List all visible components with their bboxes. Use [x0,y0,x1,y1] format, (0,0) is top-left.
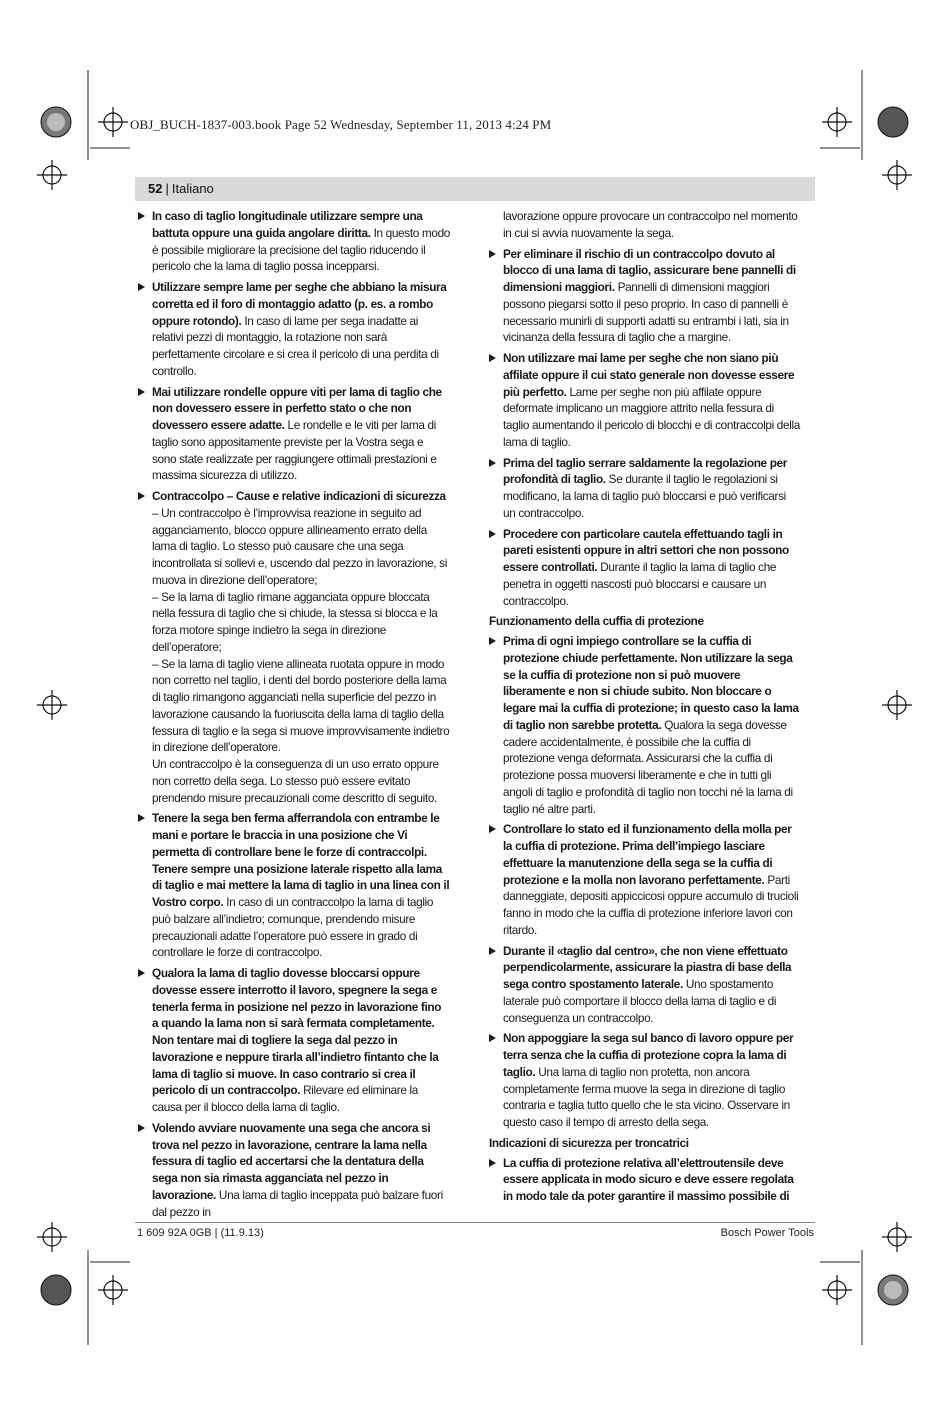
item-text: Una lama di taglio non protetta, non ancora completamente ferma muove la sega in direzione di taglio contraria e taglia tutto quello che le sta vicino. Osservare in questo caso il tempo di arresto della sega. [503,1064,790,1129]
item-text: Qualora la sega dovesse cadere accidentalmente, è possibile che la cuffia di protezione venga deformata. Assicurarsi che la cuffia di protezione possa muoversi liberamente e che in tutti gli angoli di taglio e profondità di taglio non tocchi né la lama di taglio né altre parti. [503,717,793,816]
list-item [138,279,450,380]
item-bold: Non utilizzare mai lame per seghe che non siano più affilate oppure il cui stato generale non dovesse essere più perfetto. [503,351,795,399]
bullet-arrow-icon [489,250,496,258]
item-bold: Durante il «taglio dal centro», che non viene effettuato perpendicolarmente, assicurare la piastra di base della sega contro spostamento laterale. [503,943,792,991]
left-column [138,208,450,1224]
item-text: Se durante il taglio le regolazioni si modificano, la lama di taglio può bloccarsi e può verificarsi un contraccolpo. [503,472,786,520]
item-bold: Procedere con particolare cautela effettuando tagli in pareti esistenti oppure in altri settori che non possono essere controllati. [503,526,789,574]
bullet-arrow-icon [138,283,145,291]
item-bold: Qualora la lama di taglio dovesse bloccarsi oppure dovesse essere interrotto il lavoro, spegnere la sega e tenerla ferma in posizione nel pezzo in lavorazione fino a quando la lama non si sarà fermata completamente. Non tentare mai di togliere la sega dal pezzo in lavorazione e neppure tirarla all’indietro fintanto che la lama di taglio si muove. In caso contrario si crea il pericolo di un contraccolpo. [152,966,442,1098]
item-text: Parti danneggiate, depositi appiccicosi oppure accumulo di trucioli fanno in modo che la cuffia di protezione inferiore lavori con ritardo. [503,872,799,937]
bullet-arrow-icon [489,1034,496,1042]
item-bold: In caso di taglio longitudinale utilizzare sempre una battuta oppure una guida angolare diritta. [152,209,423,240]
header-separator: | [165,181,169,196]
list-item [489,821,801,938]
bullet-arrow-icon [489,637,496,645]
item-bold: Utilizzare sempre lame per seghe che abbiano la misura corretta ed il foro di montaggio adatto (p. es. a rombo oppure rotondo). [152,280,447,328]
bullet-arrow-icon [489,459,496,467]
list-item [489,350,801,451]
list-item [489,526,801,610]
footer-rule [135,1222,815,1223]
kickback-section [138,488,450,806]
footer-brand: Bosch Power Tools [720,1227,814,1239]
header-language: Italiano [171,181,214,196]
bullet-arrow-icon [138,212,145,220]
list-item [489,455,801,522]
list-item [138,965,450,1116]
footer-doc-number: 1 609 92A 0GB | (11.9.13) [137,1227,264,1239]
section-heading-plunge: Indicazioni di sicurezza per troncatrici [489,1135,689,1150]
print-slug: OBJ_BUCH-1837-003.book Page 52 Wednesday, September 11, 2013 4:24 PM [130,117,552,132]
list-item [489,943,801,1027]
bullet-arrow-icon [489,530,496,538]
list-item [138,384,450,485]
item-bold: Mai utilizzare rondelle oppure viti per lama di taglio che non dovessero essere in perfetto stato o che non dovessero essere adatte. [152,384,442,432]
right-column [489,208,801,1209]
page-header [148,181,214,196]
item-text: In caso di un contraccolpo la lama di taglio può balzare all’indietro; comunque, prendendo misure precauzionali adatte l’operatore può essere in grado di controllare le forze di contraccolpo. [152,895,434,960]
list-item [138,208,450,275]
list-item [489,1030,801,1131]
item-text: Rilevare ed eliminare la causa per il blocco della lama di taglio. [152,1083,418,1114]
item-bold: Per eliminare il rischio di un contraccolpo dovuto al blocco di una lama di taglio, assicurare bene pannelli di dimensioni maggiori. [503,246,796,294]
item-bold: Prima del taglio serrare saldamente la regolazione per profondità di taglio. [503,455,788,487]
list-item [489,246,801,347]
bullet-arrow-icon [138,814,145,822]
list-item [138,810,450,961]
bullet-arrow-icon [138,1124,145,1132]
bullet-arrow-icon [138,969,145,977]
item-text: In questo modo è possibile migliorare la precisione del taglio riducendo il pericolo che la lama di taglio possa incepparsi. [152,225,450,274]
kickback-title: Contraccolpo – Cause e relative indicazioni di sicurezza [152,489,446,503]
page-number: 52 [148,181,163,196]
item-bold: La cuffia di protezione relativa all’elettroutensile deve essere applicata in modo sicuro e deve essere regolata in modo tale da poter garantire il massimo possibile di [503,1155,794,1203]
item-bold: Non appoggiare la sega sul banco di lavoro oppure per terra senza che la cuffia di protezione copra la lama di taglio. [503,1031,794,1079]
list-item [489,633,801,817]
kickback-sub: – Se la lama di taglio rimane agganciata oppure bloccata nella fessura di taglio che si chiude, la stessa si blocca e la forza motore spinge indietro la sega in direzione dell’operatore; [152,589,438,654]
item-text: In caso di lame per sega inadatte ai relativi pezzi di montaggio, la rotazione non sarà perfettamente circolare e si crea il pericolo di una perdita di controllo. [152,313,439,378]
bullet-arrow-icon [138,492,145,500]
continuation-text [489,208,801,242]
item-text: Uno spostamento laterale può comportare il blocco della lama di taglio e di conseguenza un contraccolpo. [503,977,777,1025]
item-bold: Volendo avviare nuovamente una sega che ancora si trova nel pezzo in lavorazione, centrare la lama nella fessura di taglio ed accertarsi che la dentatura della sega non sia rimasta agganciata nel pezzo in lavorazione. [152,1120,431,1202]
list-item [138,1120,450,1221]
item-bold: Controllare lo stato ed il funzionamento della molla per la cuffia di protezione. Prima dell’impiego lasciare effettuare la manutenzione della sega se la cuffia di protezione e la molla non lavorano perfettamente. [503,822,792,887]
bullet-arrow-icon [138,388,145,396]
item-text: Una lama di taglio inceppata può balzare fuori dal pezzo in [152,1187,443,1219]
kickback-sub: – Un contraccolpo è l’improvvisa reazione in seguito ad agganciamento, blocco oppure allineamento errato della lama di taglio. Lo stesso può causare che una sega incontrollata si sollevi e, uscendo dal pezzo in lavorazione, si muova in direzione dell’operatore; [152,505,447,587]
section-heading-guard: Funzionamento della cuffia di protezione [489,614,704,629]
kickback-closing: Un contraccolpo è la conseguenza di un uso errato oppure non corretto della sega. Lo stesso può essere evitato prendendo misure precauzionali come descritto di seguito. [152,757,439,805]
item-text: Durante il taglio la lama di taglio che penetra in oggetti nascosti può bloccarsi e causare un contraccolpo. [503,560,777,608]
item-text: Pannelli di dimensioni maggiori possono piegarsi sotto il peso proprio. In caso di pannelli è necessario munirli di supporti adatti su entrambi i lati, sia in vicinanza della fessura di taglio che a margine. [503,280,789,345]
list-item [489,1155,801,1205]
item-bold: Tenere la sega ben ferma afferrandola con entrambe le mani e portare le braccia in una posizione che Vi permetta di controllare bene le forze di contraccolpi. Tenere sempre una posizione laterale rispetto alla lama di taglio e mai mettere la lama di taglio in una linea con il Vostro corpo. [152,811,450,909]
item-text: Lame per seghe non più affilate oppure deformate implicano un maggiore attrito nella fessura di taglio aumentando il pericolo di blocchi e di contraccolpi della lama di taglio. [503,384,800,449]
bullet-arrow-icon [489,1159,496,1167]
header-bar [135,177,815,201]
kickback-sub: – Se la lama di taglio viene allineata ruotata oppure in modo non corretto nel taglio, i denti del bordo posteriore della lama di taglio rimangono agganciati nella superficie del pezzo in lavorazione causando la fuoriuscita della lama di taglio della fessura di taglio e la sega si muove improvvisamente indietro in direzione dell’operatore. [152,656,450,755]
continuation-body: lavorazione oppure provocare un contraccolpo nel momento in cui si avvia nuovamente la sega. [503,209,798,240]
item-bold: Prima di ogni impiego controllare se la cuffia di protezione chiude perfettamente. Non utilizzare la sega se la cuffia di protezione non si può muovere liberamente e non si chiude subito. Non bloccare o legare mai la cuffia di protezione; in questo caso la lama di taglio non sarebbe protetta. [503,634,799,732]
bullet-arrow-icon [489,947,496,955]
bullet-arrow-icon [489,354,496,362]
item-text: Le rondelle e le viti per lama di taglio sono appositamente previste per la Vostra sega e sono state realizzate per raggiungere ottimali prestazioni e massima sicurezza di utilizzo. [152,418,437,483]
bullet-arrow-icon [489,825,496,833]
